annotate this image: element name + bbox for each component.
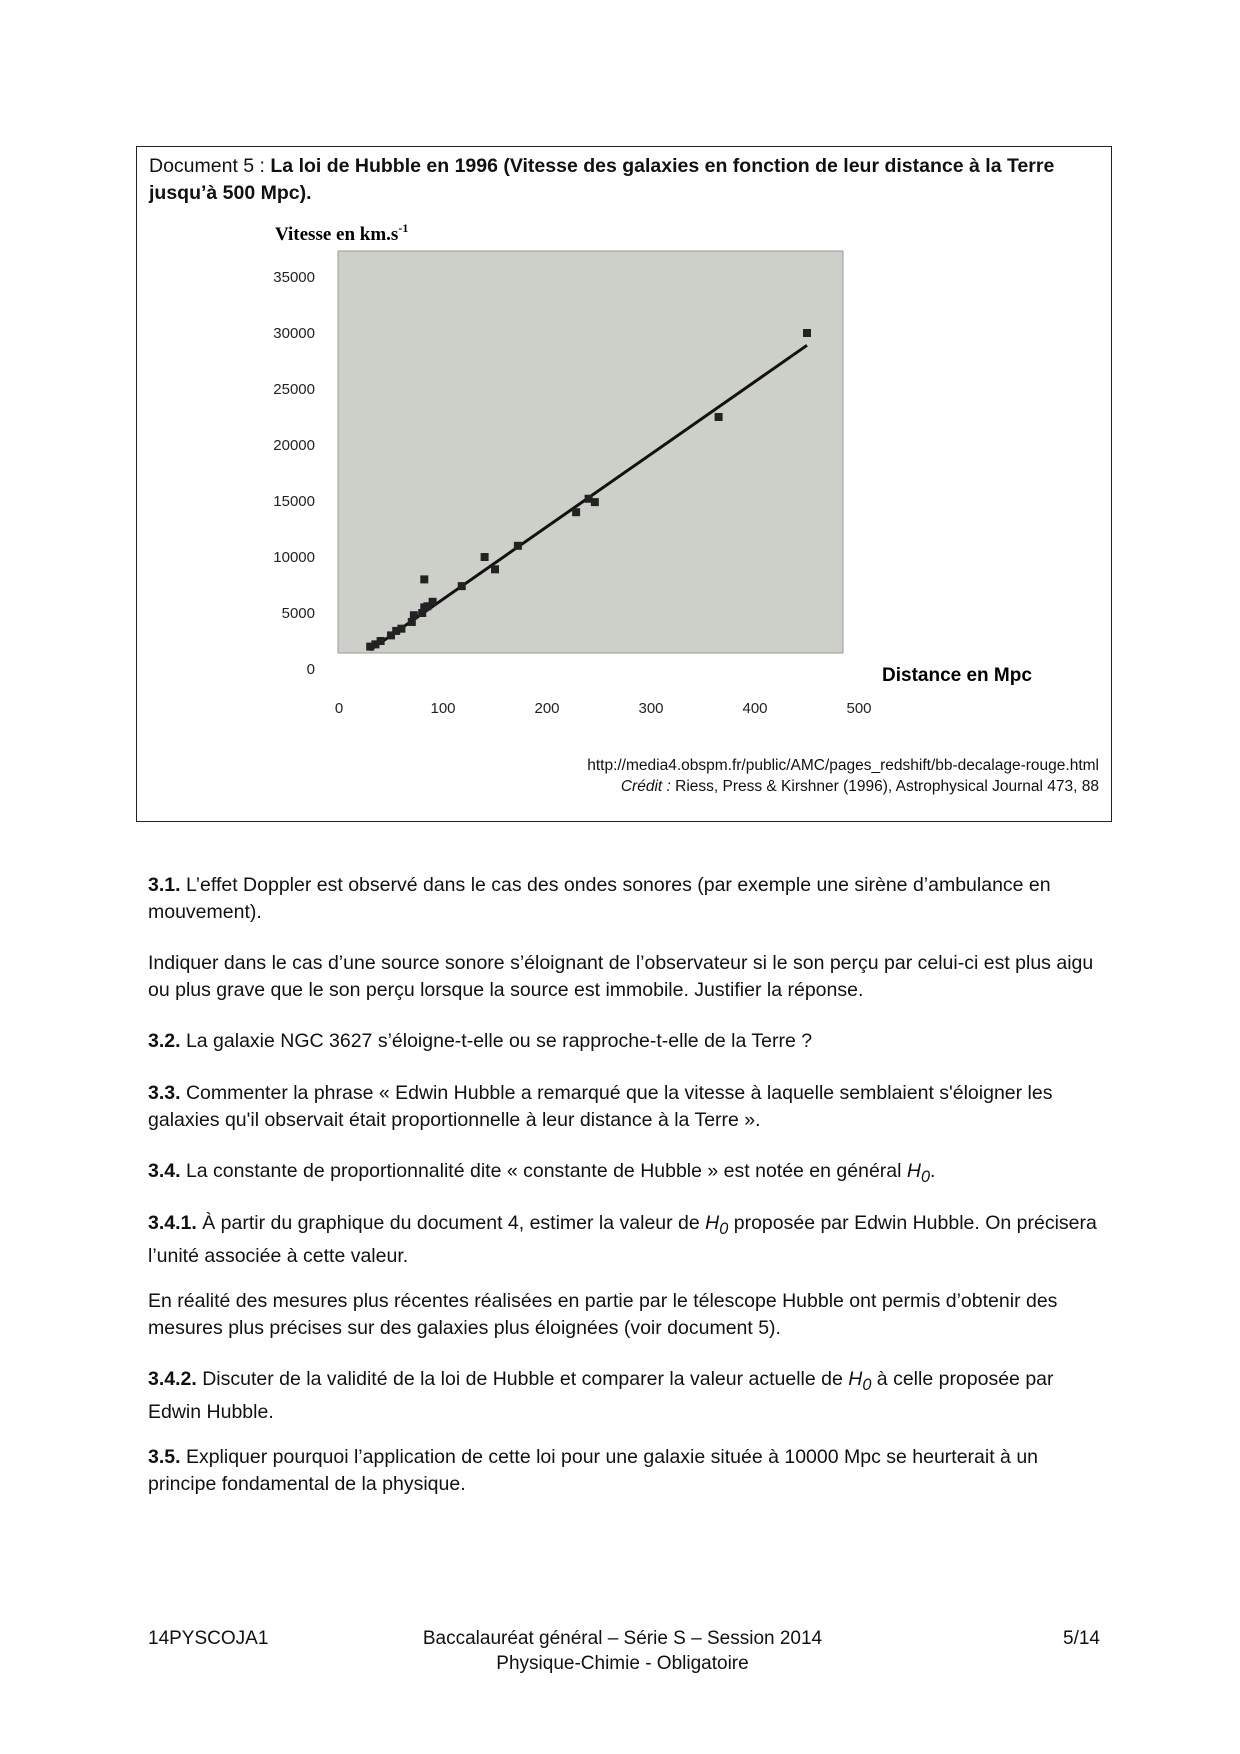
x-axis-label: Distance en Mpc xyxy=(882,665,1032,686)
h0-subscript: 0 xyxy=(920,1167,931,1186)
x-tick-label: 500 xyxy=(846,700,872,717)
data-point xyxy=(481,553,489,561)
question-number: 3.2. xyxy=(148,1030,181,1052)
h0-subscript: 0 xyxy=(719,1219,729,1238)
credit-label: Crédit : xyxy=(620,778,671,795)
question-number: 3.4. xyxy=(148,1160,181,1182)
question-3-1-instruction xyxy=(148,950,1098,1004)
x-tick-label: 0 xyxy=(334,700,344,717)
footer-code: 14PYSCOJA1 xyxy=(148,1628,269,1649)
y-axis-label: Vitesse en $km.s^{-1}$ xyxy=(275,221,409,245)
question-text: Discuter de la validité de la loi de Hubble et comparer la valeur actuelle de xyxy=(196,1368,849,1390)
question-text: L’effet Doppler est observé dans le cas des ondes sonores (par exemple une sirène d’ambulance en mouvement). xyxy=(148,874,1051,923)
question-3-4-1: 3.4.1. À partir du graphique du document 4, estimer la valeur de $H_0$ proposée par Edwin Hubble. On précisera l’unité associée à cette valeur. xyxy=(148,1212,1097,1267)
h0-symbol: H xyxy=(906,1160,921,1182)
data-point xyxy=(591,498,599,506)
question-number: 3.4.1. xyxy=(148,1212,197,1234)
document-5-title: La loi de Hubble en 1996 (Vitesse des galaxies en fonction de leur distance à la Terre jusqu’à 500 Mpc). xyxy=(149,155,1055,204)
data-point xyxy=(410,611,418,619)
x-tick-label: 100 xyxy=(430,700,456,717)
question-3-3 xyxy=(148,1080,1098,1134)
footer-line-1: Baccalauréat général – Série S – Session 2014 xyxy=(422,1628,823,1649)
question-number: 3.3. xyxy=(148,1082,181,1104)
data-point xyxy=(514,542,522,550)
y-tick-label: 20000 xyxy=(273,437,315,454)
plot-area xyxy=(338,251,843,653)
question-number: 3.1. xyxy=(148,874,181,896)
question-number: 3.4.2. xyxy=(148,1368,197,1390)
x-tick-label: 400 xyxy=(742,700,768,717)
footer-line-2: Physique-Chimie - Obligatoire xyxy=(496,1653,749,1674)
y-tick-label: 15000 xyxy=(273,493,315,510)
question-3-4-2: 3.4.2. Discuter de la validité de la loi de Hubble et comparer la valeur actuelle de $H_0$ à celle proposée par Edwin Hubble. xyxy=(148,1368,1054,1423)
footer-exam-title xyxy=(390,1626,855,1676)
question-context xyxy=(148,1288,1098,1342)
y-tick-label: 0 xyxy=(306,661,315,678)
source-block xyxy=(587,755,1099,797)
data-point xyxy=(420,575,428,583)
document-5-box xyxy=(136,146,1112,822)
question-text: À partir du graphique du document 4, estimer la valeur de xyxy=(196,1212,706,1234)
y-tick-label: 10000 xyxy=(273,549,315,566)
question-text: Commenter la phrase « Edwin Hubble a remarqué que la vitesse à laquelle semblaient s'éloigner les galaxies qu'il observait était proportionnelle à leur distance à la Terre ». xyxy=(148,1082,1053,1131)
question-text: La constante de proportionnalité dite « constante de Hubble » est notée en général xyxy=(180,1160,907,1182)
data-point xyxy=(803,329,811,337)
y-tick-label: 30000 xyxy=(273,325,315,342)
y-tick-label: 5000 xyxy=(281,605,315,622)
data-point xyxy=(377,637,385,645)
question-3-1 xyxy=(148,872,1098,926)
y-tick-labels xyxy=(273,269,315,678)
question-number: 3.5. xyxy=(148,1446,181,1468)
y-tick-label: 35000 xyxy=(273,269,315,286)
h0-symbol: H xyxy=(848,1368,863,1390)
h0-subscript: 0 xyxy=(862,1375,872,1394)
question-text: Expliquer pourquoi l’application de cette loi pour une galaxie située à 10000 Mpc se heurterait à un principe fondamental de la physique. xyxy=(148,1446,1039,1495)
question-text: En réalité des mesures plus récentes réalisées en partie par le télescope Hubble ont permis d’obtenir des mesures plus précises sur des galaxies plus éloignées (voir document 5). xyxy=(148,1290,1058,1339)
question-3-2 xyxy=(148,1028,1098,1055)
data-point xyxy=(572,508,580,516)
question-text: Indiquer dans le cas d’une source sonore s’éloignant de l’observateur si le son perçu par celui-ci est plus aigu ou plus grave que le son perçu lorsque la source est immobile. Justifier la réponse. xyxy=(148,952,1094,1001)
question-3-5 xyxy=(148,1444,1098,1498)
x-tick-label: 300 xyxy=(638,700,664,717)
document-5-prefix: Document 5 : xyxy=(149,155,271,177)
data-point xyxy=(715,413,723,421)
x-tick-label: 200 xyxy=(534,700,560,717)
source-url: http://media4.obspm.fr/public/AMC/pages_redshift/bb-decalage-rouge.html xyxy=(587,757,1099,774)
footer-page-number: 5/14 xyxy=(1063,1628,1100,1649)
data-point xyxy=(397,625,405,633)
h0-symbol: H xyxy=(705,1212,720,1234)
question-text: La galaxie NGC 3627 s’éloigne-t-elle ou se rapproche-t-elle de la Terre ? xyxy=(180,1030,813,1052)
credit-line xyxy=(587,776,1099,797)
credit-text: Riess, Press & Kirshner (1996), Astrophysical Journal 473, 88 xyxy=(670,778,1099,795)
y-tick-label: 25000 xyxy=(273,381,315,398)
data-point xyxy=(429,598,437,606)
x-tick-labels xyxy=(335,700,872,717)
question-3-4: 3.4. La constante de proportionnalité dite « constante de Hubble » est notée en général $H_0$. xyxy=(148,1160,936,1186)
data-point xyxy=(458,582,466,590)
data-point xyxy=(491,565,499,573)
hubble-chart xyxy=(137,147,1113,747)
